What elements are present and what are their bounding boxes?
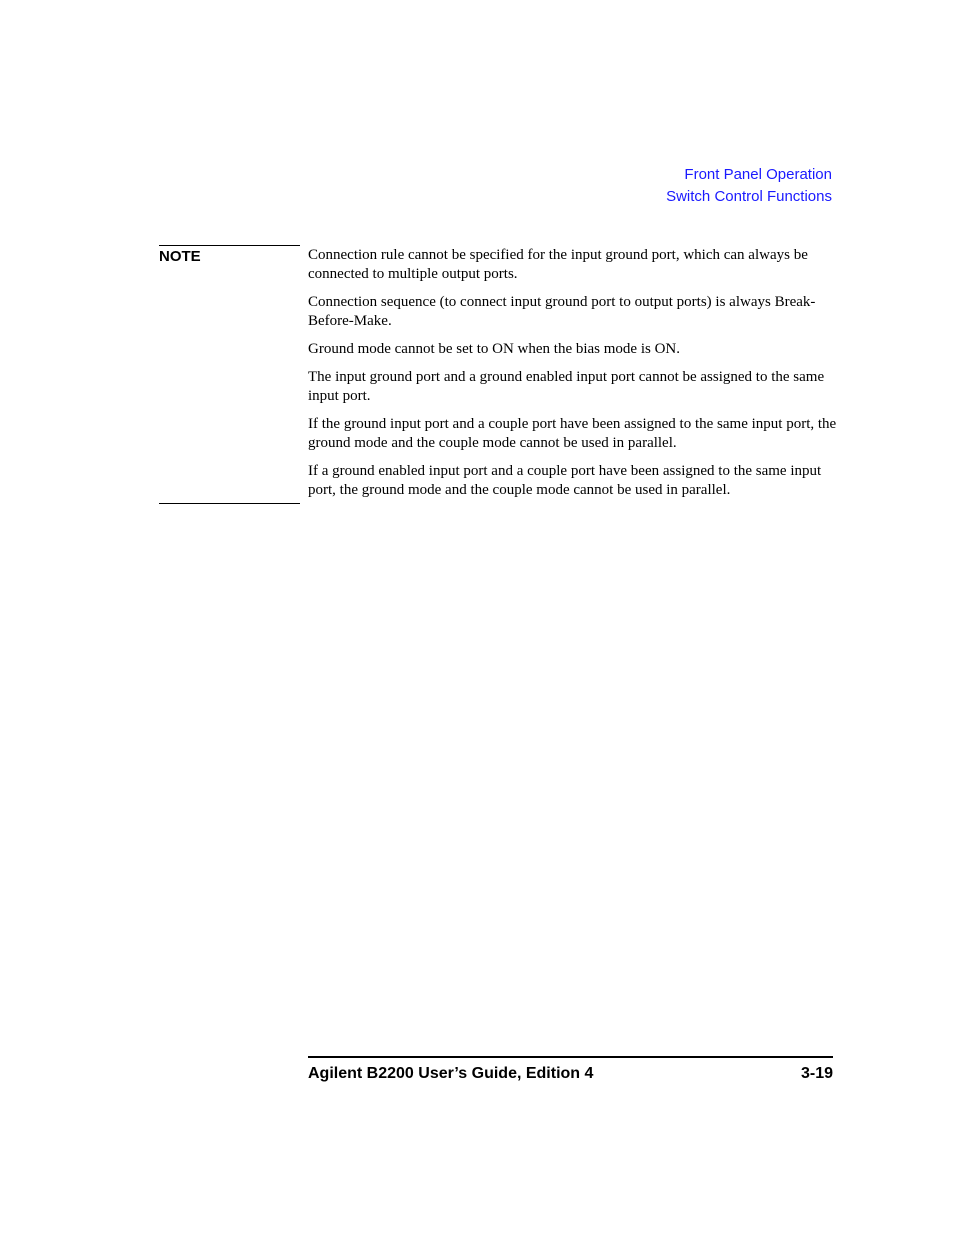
chapter-link[interactable]: Front Panel Operation — [684, 166, 832, 183]
note-paragraph: If the ground input port and a couple port have been assigned to the same input port, the ground mode and the couple mode cannot be used in parallel. — [308, 416, 837, 451]
note-label: NOTE — [159, 248, 201, 265]
note-body — [308, 246, 838, 509]
note-label-block — [159, 245, 300, 266]
note-paragraph: The input ground port and a ground enabled input port cannot be assigned to the same input port. — [308, 369, 825, 404]
footer-title: Agilent B2200 User’s Guide, Edition 4 — [308, 1065, 594, 1082]
note-paragraph: Ground mode cannot be set to ON when the bias mode is ON. — [308, 341, 681, 357]
running-header — [666, 164, 832, 208]
section-link[interactable]: Switch Control Functions — [666, 188, 832, 205]
note-paragraph: Connection rule cannot be specified for the input ground port, which can always be connected to multiple output ports. — [308, 247, 808, 282]
page-footer — [308, 1056, 833, 1084]
note-end-rule — [159, 503, 300, 504]
note-paragraph: Connection sequence (to connect input ground port to output ports) is always Break-Before-Make. — [308, 294, 816, 329]
note-paragraph: If a ground enabled input port and a couple port have been assigned to the same input port, the ground mode and the couple mode cannot be used in parallel. — [308, 463, 822, 498]
page-number: 3-19 — [800, 1065, 833, 1082]
